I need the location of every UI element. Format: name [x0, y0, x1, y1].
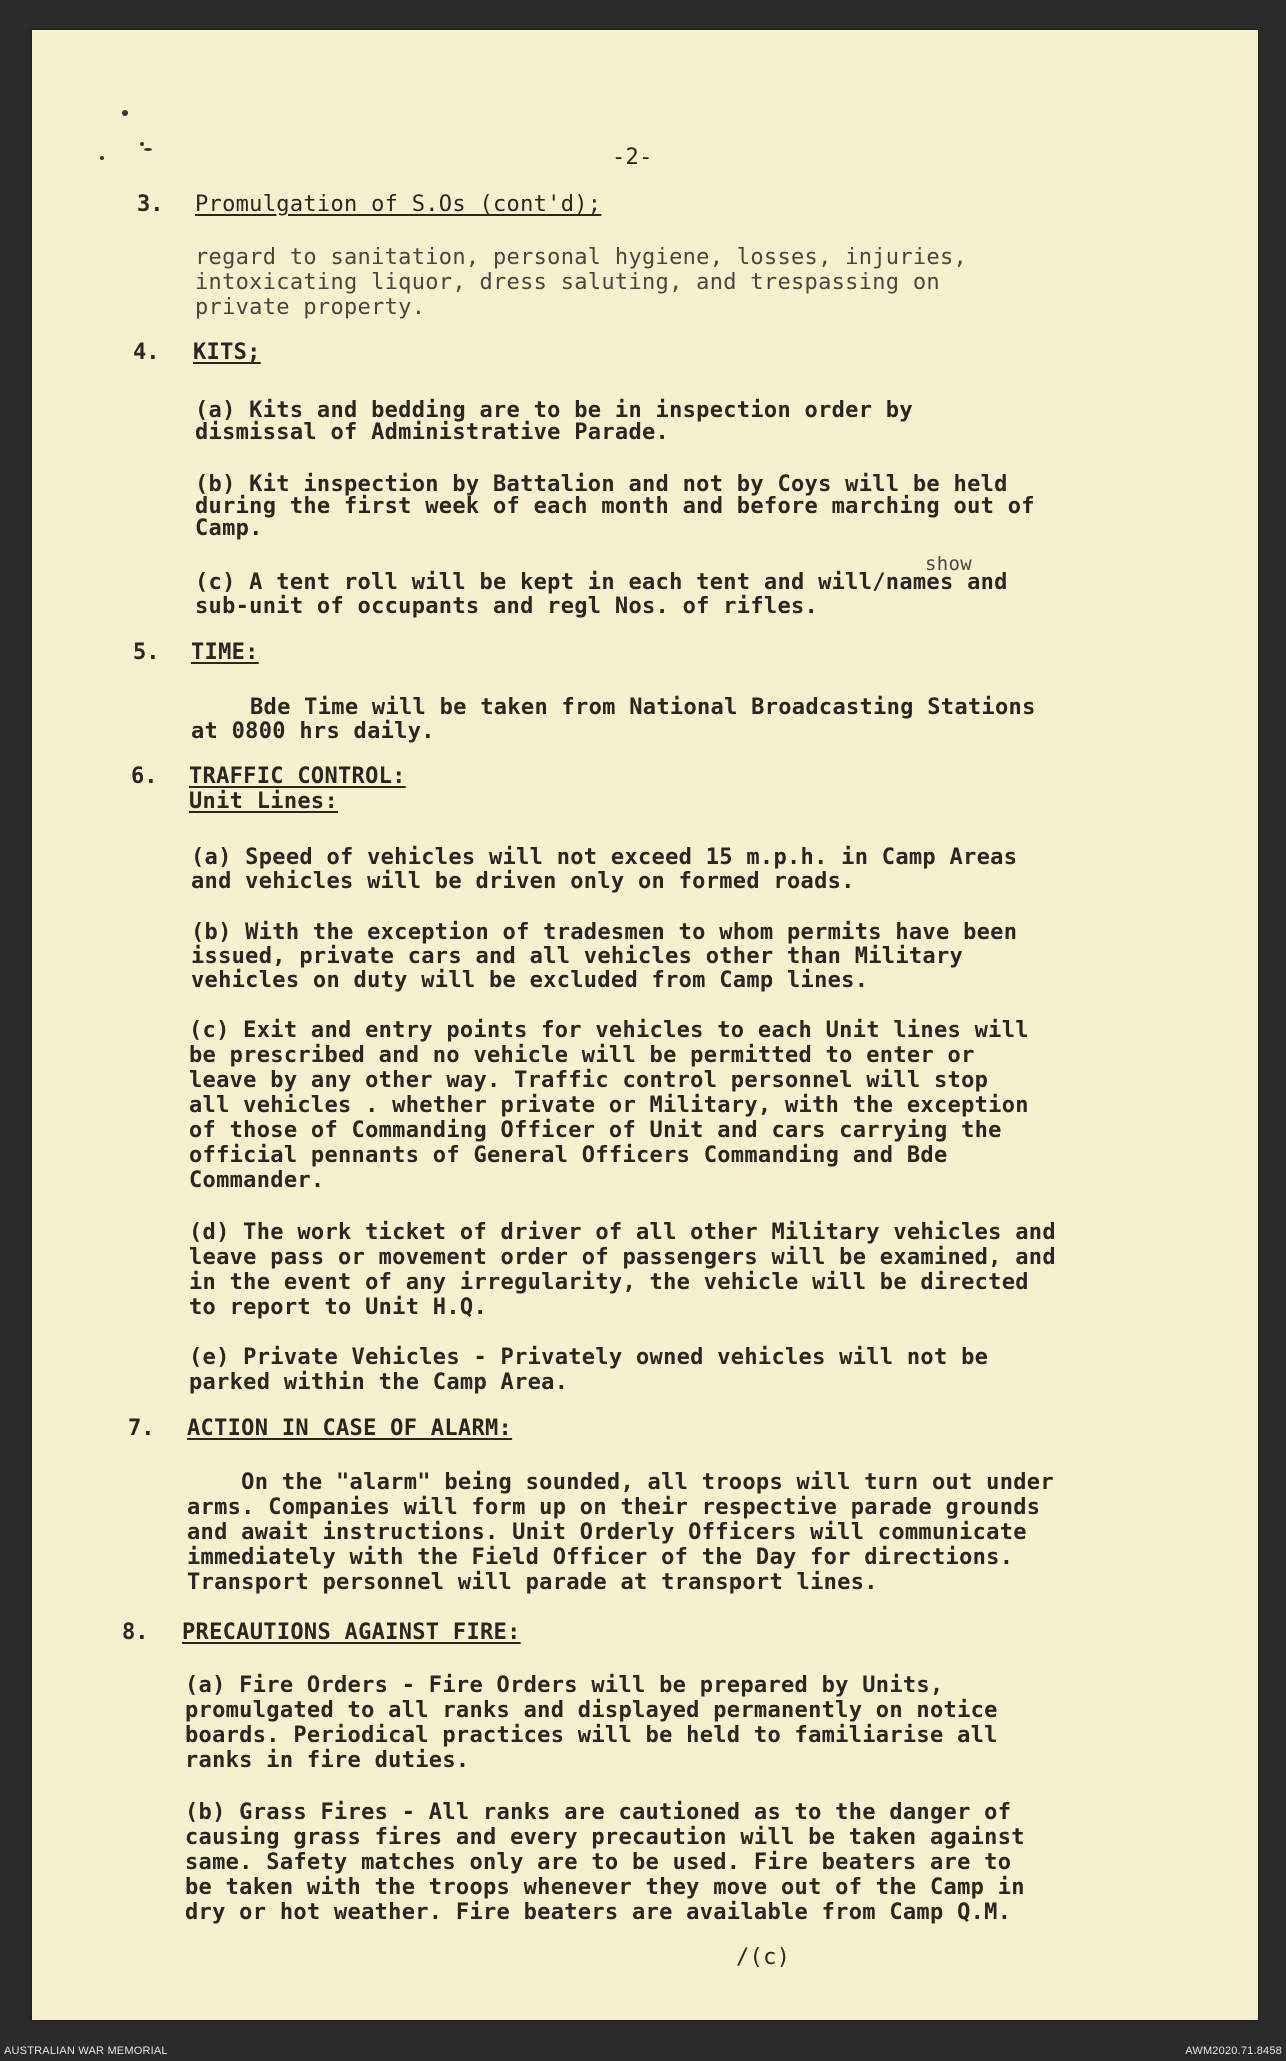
paper-blemish [122, 110, 128, 116]
paper-blemish [100, 156, 104, 160]
kits-para-c-line: sub-unit of occupants and regl Nos. of rifles. [195, 594, 819, 619]
time-line: Bde Time will be taken from National Broadcasting Stations [250, 695, 1036, 720]
traffic-para-c-line: official pennants of General Officers Commanding and Bde [189, 1143, 948, 1168]
fire-para-a-line: boards. Periodical practices will be held to familiarise all [185, 1723, 998, 1748]
kits-para-c-line: (c) A tent roll will be kept in each tent and will/names and [195, 570, 1008, 595]
traffic-para-e-line: (e) Private Vehicles - Privately owned vehicles will not be [189, 1345, 989, 1370]
section-6-number: 6. [131, 764, 158, 789]
kits-para-b-line: Camp. [195, 516, 263, 541]
section-3-line: intoxicating liquor, dress saluting, and trespassing on [195, 270, 940, 295]
kits-para-a-line: (a) Kits and bedding are to be in inspection order by [195, 398, 913, 423]
fire-para-a-line: (a) Fire Orders - Fire Orders will be prepared by Units, [185, 1673, 944, 1698]
section-4-heading: KITS; [193, 340, 261, 365]
fire-para-a-line: promulgated to all ranks and displayed permanently on notice [185, 1698, 998, 1723]
section-6-subheading: Unit Lines: [189, 789, 338, 814]
section-8-heading: PRECAUTIONS AGAINST FIRE: [182, 1620, 521, 1645]
section-3-line: private property. [195, 295, 426, 320]
traffic-para-d-line: leave pass or movement order of passengers will be examined, and [189, 1245, 1056, 1270]
traffic-para-d-line: (d) The work ticket of driver of all other Military vehicles and [189, 1220, 1056, 1245]
traffic-para-c-line: Commander. [189, 1168, 325, 1193]
alarm-line: and await instructions. Unit Orderly Officers will communicate [187, 1520, 1027, 1545]
paper-blemish [144, 148, 152, 151]
section-3-line: regard to sanitation, personal hygiene, losses, injuries, [195, 245, 968, 270]
alarm-line: immediately with the Field Officer of the Day for directions. [187, 1545, 1014, 1570]
section-3-heading: Promulgation of S.Os (cont'd); [195, 192, 602, 217]
fire-para-b-line: same. Safety matches only are to be used. Fire beaters are to [185, 1850, 1012, 1875]
page-number: -2- [612, 145, 653, 170]
section-4-number: 4. [133, 340, 160, 365]
traffic-para-a-line: and vehicles will be driven only on formed roads. [191, 869, 855, 894]
fire-para-b-line: (b) Grass Fires - All ranks are cautioned as to the danger of [185, 1800, 1012, 1825]
alarm-line: On the "alarm" being sounded, all troops will turn out under [187, 1470, 1054, 1495]
section-7-number: 7. [128, 1416, 155, 1441]
traffic-para-d-line: to report to Unit H.Q. [189, 1295, 487, 1320]
kits-insertion-word: show [925, 553, 972, 575]
traffic-para-c-line: be prescribed and no vehicle will be permitted to enter or [189, 1043, 975, 1068]
footer-archive-name: AUSTRALIAN WAR MEMORIAL [4, 2045, 168, 2057]
traffic-para-b-line: vehicles on duty will be excluded from Camp lines. [191, 968, 869, 993]
continuation-marker: /(c) [736, 1945, 791, 1970]
section-7-heading: ACTION IN CASE OF ALARM: [187, 1416, 513, 1441]
fire-para-b-line: be taken with the troops whenever they move out of the Camp in [185, 1875, 1025, 1900]
alarm-line: arms. Companies will form up on their respective parade grounds [187, 1495, 1041, 1520]
traffic-para-c-line: (c) Exit and entry points for vehicles to each Unit lines will [189, 1018, 1029, 1043]
traffic-para-a-line: (a) Speed of vehicles will not exceed 15 m.p.h. in Camp Areas [191, 845, 1018, 870]
traffic-para-e-line: parked within the Camp Area. [189, 1370, 569, 1395]
section-3-number: 3. [137, 192, 164, 217]
section-5-number: 5. [133, 640, 160, 665]
fire-para-a-line: ranks in fire duties. [185, 1748, 470, 1773]
section-5-heading: TIME: [191, 640, 259, 665]
section-6-heading: TRAFFIC CONTROL: [189, 764, 406, 789]
kits-para-a-line: dismissal of Administrative Parade. [195, 420, 670, 445]
traffic-para-c-line: of those of Commanding Officer of Unit and cars carrying the [189, 1118, 1002, 1143]
fire-para-b-line: dry or hot weather. Fire beaters are available from Camp Q.M. [185, 1900, 1012, 1925]
traffic-para-b-line: (b) With the exception of tradesmen to whom permits have been [191, 920, 1018, 945]
kits-para-b-line: during the first week of each month and before marching out of [195, 494, 1035, 519]
footer-reference-number: AWM2020.71.8458 [1185, 2045, 1282, 2057]
alarm-line: Transport personnel will parade at transport lines. [187, 1570, 878, 1595]
traffic-para-d-line: in the event of any irregularity, the vehicle will be directed [189, 1270, 1029, 1295]
paper-blemish [140, 142, 144, 146]
section-8-number: 8. [122, 1620, 149, 1645]
time-line: at 0800 hrs daily. [191, 719, 435, 744]
traffic-para-b-line: issued, private cars and all vehicles other than Military [191, 944, 964, 969]
traffic-para-c-line: all vehicles . whether private or Military, with the exception [189, 1093, 1029, 1118]
traffic-para-c-line: leave by any other way. Traffic control personnel will stop [189, 1068, 989, 1093]
kits-para-b-line: (b) Kit inspection by Battalion and not by Coys will be held [195, 472, 1008, 497]
fire-para-b-line: causing grass fires and every precaution will be taken against [185, 1825, 1025, 1850]
